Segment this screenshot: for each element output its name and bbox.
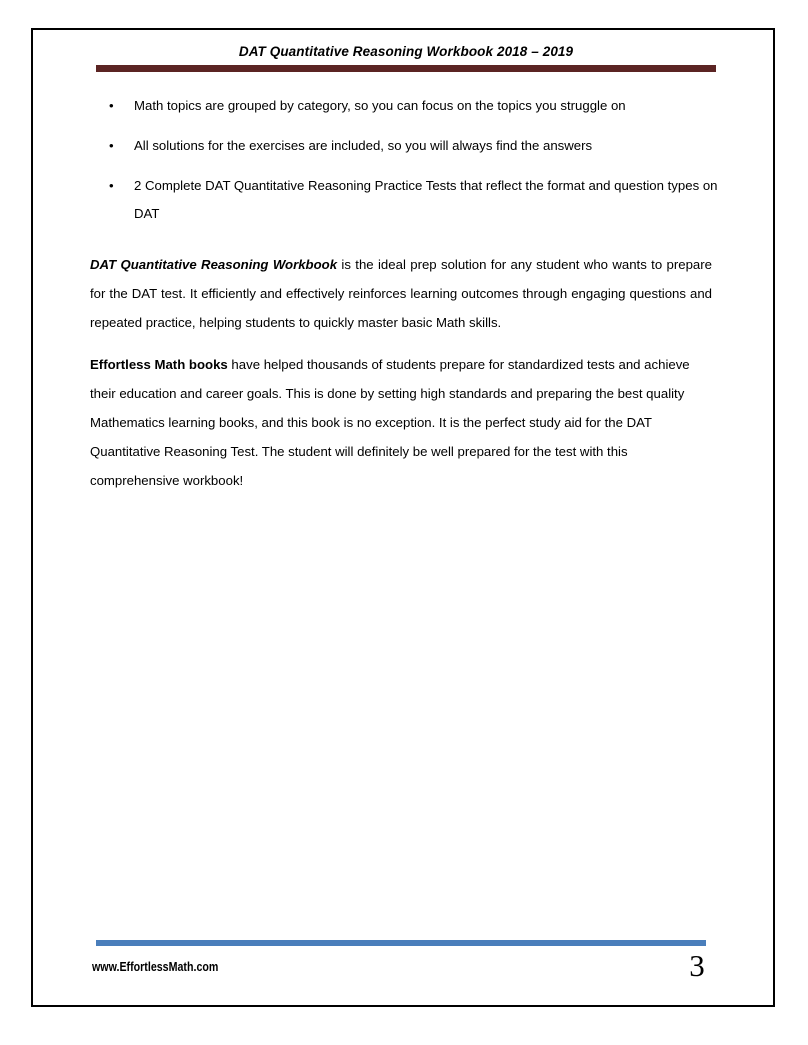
list-item	[95, 92, 720, 120]
bullet-dot-icon: •	[109, 178, 114, 193]
paragraph-lead-title: Effortless Math books	[90, 357, 228, 372]
paragraph-body-text: is the ideal prep solution for any student who wants to prepare for the DAT test. It efficiently and effectively reinforces learning outcomes through engaging questions and repeated practice, helping students to quickly master basic Math skills.	[90, 257, 712, 330]
paragraph	[90, 250, 712, 337]
footer-rule-divider	[96, 940, 706, 946]
page-header	[95, 44, 717, 59]
page-number: 3	[689, 948, 705, 983]
list-item-text: All solutions for the exercises are included, so you will always find the answers	[134, 138, 593, 153]
header-rule-divider	[96, 65, 716, 72]
bullet-dot-icon: •	[109, 98, 114, 113]
list-item-text: 2 Complete DAT Quantitative Reasoning Practice Tests that reflect the format and question types on DAT	[134, 178, 718, 221]
list-item-text: Math topics are grouped by category, so you can focus on the topics you struggle on	[134, 98, 626, 113]
paragraph	[90, 350, 712, 495]
body-copy	[90, 250, 712, 508]
paragraph-lead-title: DAT Quantitative Reasoning Workbook	[90, 257, 338, 272]
feature-bullet-list	[95, 92, 720, 240]
footer-website-url: www.EffortlessMath.com	[92, 959, 219, 974]
bullet-dot-icon: •	[109, 138, 114, 153]
list-item	[95, 172, 720, 228]
paragraph-body-text: have helped thousands of students prepare for standardized tests and achieve their education and career goals. This is done by setting high standards and preparing the best quality Mathematics learning books, and this book is no exception. It is the perfect study aid for the DAT Quantitative Reasoning Test. The student will definitely be well prepared for the test with this comprehensive workbook!	[90, 357, 690, 488]
header-title: DAT Quantitative Reasoning Workbook 2018 – 2019	[238, 44, 574, 59]
list-item	[95, 132, 720, 160]
